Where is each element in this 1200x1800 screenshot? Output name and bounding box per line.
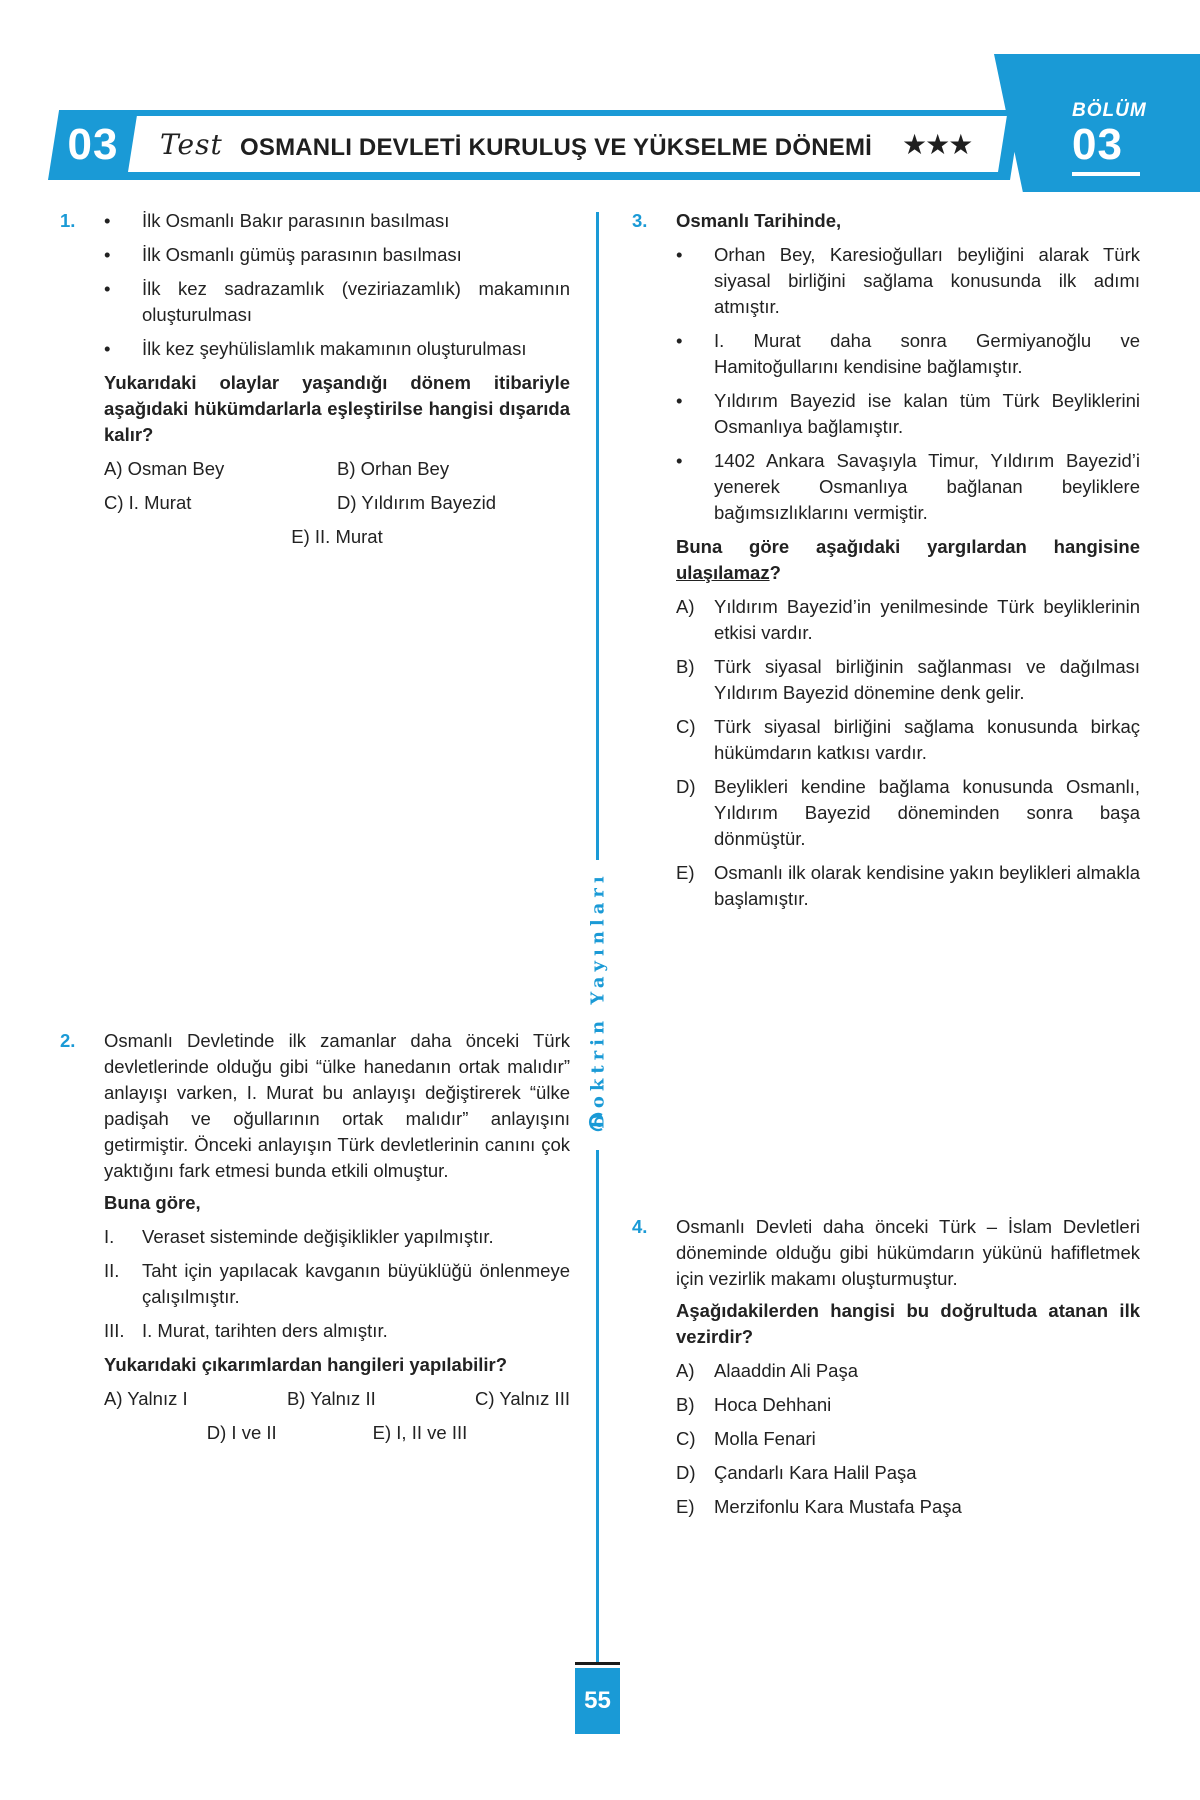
option-text: Hoca Dehhani bbox=[714, 1394, 832, 1415]
statement-text: Veraset sisteminde değişiklikler yapılmıştır. bbox=[142, 1226, 494, 1247]
statement-item bbox=[104, 1318, 570, 1344]
option-d[interactable]: D) I ve II bbox=[206, 1422, 277, 1443]
page-number: 55 bbox=[575, 1668, 620, 1734]
option-label: A) bbox=[676, 1360, 695, 1381]
option-c[interactable]: C) Yalnız III bbox=[475, 1388, 570, 1409]
option-b[interactable] bbox=[676, 654, 1140, 706]
option-text: Türk siyasal birliğini sağlama konusunda birkaç hükümdarın katkısı vardır. bbox=[714, 716, 1140, 763]
option-c[interactable] bbox=[676, 1426, 1140, 1452]
question-intro: Osmanlı Tarihinde, bbox=[676, 210, 842, 231]
publisher-name: Doktrin Yayınları bbox=[587, 871, 609, 1129]
option-text: Türk siyasal birliğinin sağlanması ve dağılması Yıldırım Bayezid dönemine denk gelir. bbox=[714, 656, 1140, 703]
option-a[interactable] bbox=[676, 594, 1140, 646]
difficulty-stars: ★★★ bbox=[902, 129, 972, 160]
option-d[interactable] bbox=[676, 774, 1140, 852]
option-text: Merzifonlu Kara Mustafa Paşa bbox=[714, 1496, 962, 1517]
list-item: • İlk Osmanlı gümüş parasının basılması bbox=[104, 242, 570, 268]
option-label: C) bbox=[676, 1428, 696, 1449]
statement-item bbox=[104, 1258, 570, 1310]
list-item: • Yıldırım Bayezid ise kalan tüm Türk Beyliklerini Osmanlıya bağlamıştır. bbox=[676, 388, 1140, 440]
page-title: OSMANLI DEVLETİ KURULUŞ VE YÜKSELME DÖNEMİ bbox=[240, 134, 873, 161]
option-label: E) bbox=[676, 862, 695, 883]
option-label: A) bbox=[676, 596, 695, 617]
statement-item bbox=[104, 1224, 570, 1250]
answer-options bbox=[104, 1386, 570, 1412]
question-number: 4. bbox=[632, 1216, 648, 1237]
list-item: • İlk kez sadrazamlık (veziriazamlık) makamının oluşturulması bbox=[104, 276, 570, 328]
answer-options bbox=[104, 456, 570, 516]
option-text: Çandarlı Kara Halil Paşa bbox=[714, 1462, 917, 1483]
list-item: • I. Murat daha sonra Germiyanoğlu ve Hamitoğullarını kendisine bağlamıştır. bbox=[676, 328, 1140, 380]
question-number: 3. bbox=[632, 210, 648, 231]
bullet-list bbox=[676, 242, 1140, 526]
option-text: Yıldırım Bayezid’in yenilmesinde Türk beyliklerinin etkisi vardır. bbox=[714, 596, 1140, 643]
option-text: Alaaddin Ali Paşa bbox=[714, 1360, 858, 1381]
question-stem: Yukarıdaki olaylar yaşandığı dönem itibariyle aşağıdaki hükümdarlarla eşleştirilse hangisi dışarıda kalır? bbox=[104, 372, 570, 445]
option-c[interactable]: C) I. Murat bbox=[104, 492, 192, 513]
statement-list bbox=[104, 1224, 570, 1344]
list-item: • 1402 Ankara Savaşıyla Timur, Yıldırım Bayezid’i yenerek Osmanlıya bağlanan beyliklere bağımsızlıklarını vermiştir. bbox=[676, 448, 1140, 526]
option-label: D) bbox=[676, 776, 696, 797]
list-item: • Orhan Bey, Karesioğulları beyliğini alarak Türk siyasal birliğini sağlama konusunda ilk adımı atmıştır. bbox=[676, 242, 1140, 320]
option-text: Osmanlı ilk olarak kendisine yakın beylikleri almakla başlamıştır. bbox=[714, 862, 1140, 909]
question-4 bbox=[632, 1214, 1140, 1528]
question-lead: Buna göre, bbox=[104, 1192, 201, 1213]
option-b[interactable]: B) Orhan Bey bbox=[337, 458, 450, 479]
option-label: B) bbox=[676, 1394, 695, 1415]
answer-options bbox=[676, 594, 1140, 912]
option-d[interactable]: D) Yıldırım Bayezid bbox=[337, 492, 497, 513]
list-item: • İlk Osmanlı Bakır parasının basılması bbox=[104, 208, 570, 234]
test-number: 03 bbox=[67, 120, 119, 169]
stem-end: ? bbox=[769, 562, 781, 583]
option-label: B) bbox=[676, 656, 695, 677]
option-label: C) bbox=[676, 716, 696, 737]
option-a[interactable]: A) Osman Bey bbox=[104, 458, 225, 479]
question-3 bbox=[632, 208, 1140, 920]
statement-text: Taht için yapılacak kavganın büyüklüğü önlenmeye çalışılmıştır. bbox=[142, 1260, 570, 1307]
question-stem: Aşağıdakilerden hangisi bu doğrultuda atanan ilk vezirdir? bbox=[676, 1300, 1140, 1347]
statement-text: I. Murat, tarihten ders almıştır. bbox=[142, 1320, 388, 1341]
section-number: 03 bbox=[1072, 120, 1123, 169]
page-number-rule bbox=[575, 1662, 620, 1665]
answer-options-row-2 bbox=[104, 1420, 570, 1446]
stem-emphasis: ulaşılamaz bbox=[676, 562, 770, 583]
answer-options bbox=[676, 1358, 1140, 1520]
option-b[interactable]: B) Yalnız II bbox=[286, 1388, 376, 1409]
stem-text: Buna göre aşağıdaki yargılardan hangisine bbox=[676, 536, 1140, 557]
bullet-list bbox=[104, 208, 570, 362]
question-stem: Yukarıdaki çıkarımlardan hangileri yapılabilir? bbox=[104, 1354, 508, 1375]
option-label: D) bbox=[676, 1462, 696, 1483]
publisher-logo-icon bbox=[588, 1112, 608, 1132]
statement-label: II. bbox=[104, 1260, 120, 1281]
question-text: Osmanlı Devleti daha önceki Türk – İslam Devletleri döneminde olduğu gibi hükümdarın yükünü hafifletmek için vezirlik makamı oluşturmuştur. bbox=[676, 1216, 1140, 1289]
option-e[interactable]: E) I, II ve III bbox=[372, 1422, 468, 1443]
statement-label: I. bbox=[104, 1226, 115, 1247]
question-stem bbox=[676, 534, 1140, 586]
question-2 bbox=[60, 1028, 570, 1446]
option-text: Molla Fenari bbox=[714, 1428, 816, 1449]
list-item: • İlk kez şeyhülislamlık makamının oluşturulması bbox=[104, 336, 570, 362]
section-label: BÖLÜM bbox=[1072, 100, 1147, 121]
section-underline bbox=[1072, 172, 1140, 176]
question-number: 1. bbox=[60, 210, 76, 231]
option-c[interactable] bbox=[676, 714, 1140, 766]
option-b[interactable] bbox=[676, 1392, 1140, 1418]
option-e[interactable]: E) II. Murat bbox=[291, 526, 383, 547]
option-a[interactable]: A) Yalnız I bbox=[104, 1388, 188, 1409]
option-a[interactable] bbox=[676, 1358, 1140, 1384]
test-label: Test bbox=[160, 128, 223, 161]
question-number: 2. bbox=[60, 1030, 76, 1051]
statement-label: III. bbox=[104, 1320, 125, 1341]
option-e[interactable] bbox=[676, 860, 1140, 912]
question-text: Osmanlı Devletinde ilk zamanlar daha önceki Türk devletlerinde olduğu gibi “ülke hanedanın ortak malıdır” anlayışı varken, I. Murat bu anlayışı değiştirerek “ülke padişah ve oğullarının ortak malıdır” anlayışını getirmiştir. Önceki anlayışın Türk devletlerinin canını çok yaktığını fark etmesi bunda etkili olmuştur. bbox=[104, 1030, 570, 1181]
question-1 bbox=[60, 208, 570, 550]
option-e[interactable] bbox=[676, 1494, 1140, 1520]
option-text: Beylikleri kendine bağlama konusunda Osmanlı, Yıldırım Bayezid döneminden sonra başa dönmüştür. bbox=[714, 776, 1140, 849]
option-d[interactable] bbox=[676, 1460, 1140, 1486]
option-label: E) bbox=[676, 1496, 695, 1517]
